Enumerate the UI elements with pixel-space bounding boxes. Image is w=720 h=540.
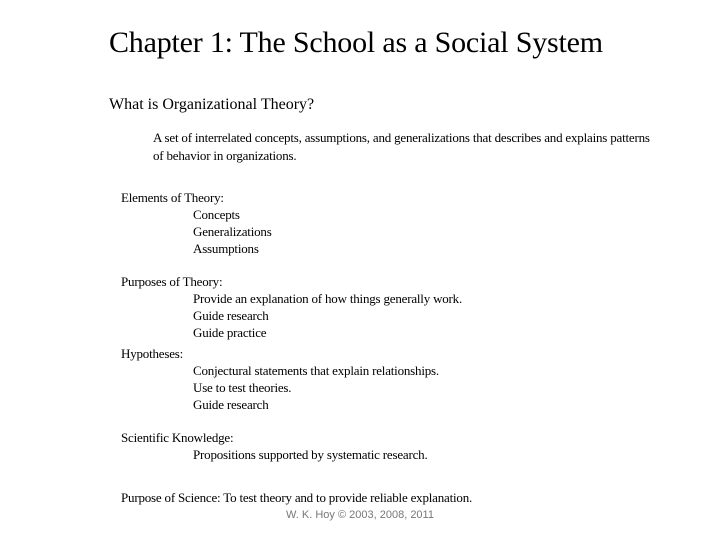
slide-subtitle: What is Organizational Theory? [109,96,315,113]
scientific-knowledge [121,429,428,463]
elements-of-theory [121,189,272,257]
science-text: Purpose of Science: To test theory and to provide reliable explanation. [121,490,473,505]
hypotheses-item-test: Use to test theories. [193,380,292,395]
elements-heading: Elements of Theory: [121,190,224,205]
purposes-item-research: Guide research [193,308,269,323]
elements-item-assumptions: Assumptions [193,241,259,256]
purposes-heading: Purposes of Theory: [121,274,223,289]
hypotheses [121,345,439,413]
elements-item-concepts: Concepts [193,207,240,222]
hypotheses-heading: Hypotheses: [121,346,184,361]
scientific-heading: Scientific Knowledge: [121,430,234,445]
purpose-of-science [121,489,472,506]
slide-title: Chapter 1: The School as a Social System [109,26,603,59]
theory-definition [153,129,720,165]
definition-line-1: A set of interrelated concepts, assumptions, and generalizations that describes and explains patterns [153,130,650,145]
hypotheses-item-research: Guide research [193,397,269,412]
purposes-item-practice: Guide practice [193,325,267,340]
scientific-item-propositions: Propositions supported by systematic research. [193,447,428,462]
purposes-of-theory [121,273,462,341]
definition-line-2: of behavior in organizations. [153,148,297,163]
footer-copyright: W. K. Hoy © 2003, 2008, 2011 [286,509,434,521]
hypotheses-item-conjectural: Conjectural statements that explain relationships. [193,363,439,378]
elements-item-generalizations: Generalizations [193,224,272,239]
purposes-item-explanation: Provide an explanation of how things generally work. [193,291,463,306]
